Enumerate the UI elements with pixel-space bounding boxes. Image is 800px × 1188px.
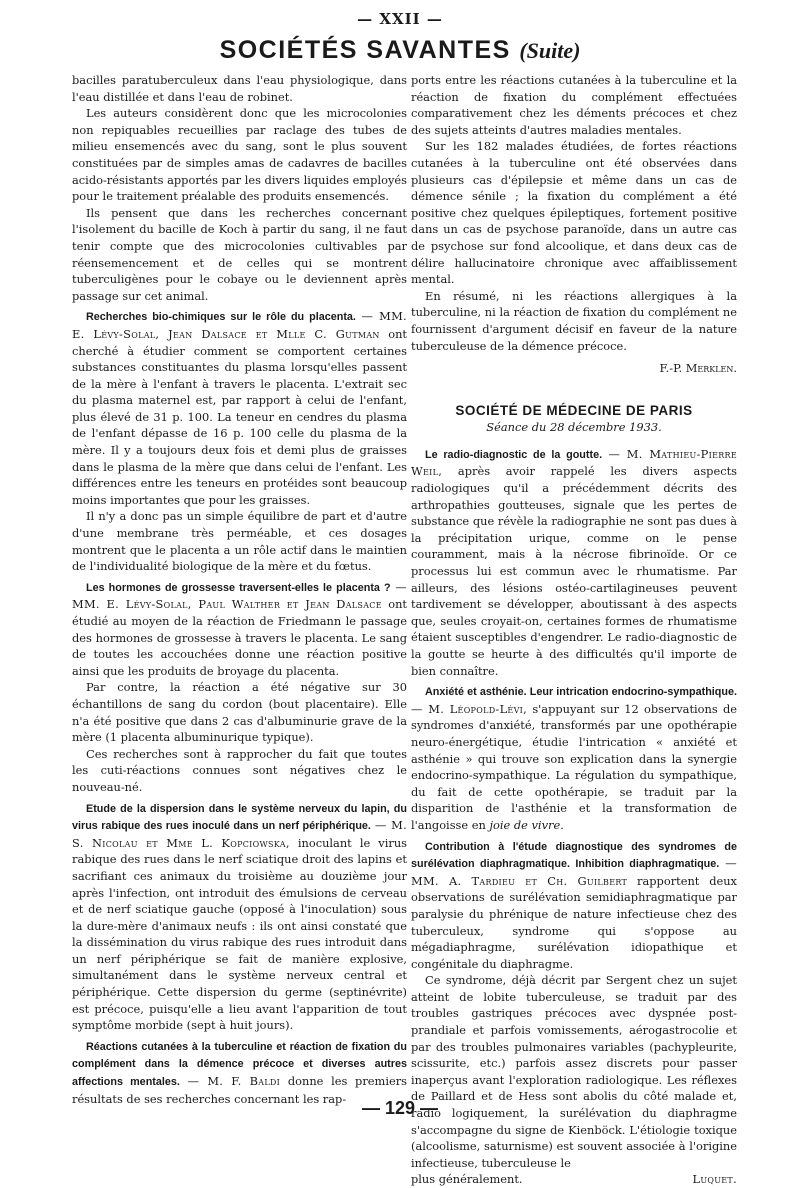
closing-line	[411, 1171, 737, 1188]
article-heading: Etude de la dispersion dans le système nerveux du lapin, du virus rabique des rues inoculé dans un nerf périphérique.	[72, 802, 407, 833]
left-column	[72, 72, 407, 1107]
paragraph: Ils pensent que dans les recherches concernant l'isolement du bacille de Koch à partir du sang, il ne faut tenir compte que des microcolonies cultivables par réensemencement et de celles qui se montrent tuberculigènes pour le cobaye ou le deviennent après passage sur cet animal.	[72, 205, 407, 303]
page-number-roman: — XXII —	[357, 10, 443, 28]
article-heading: Anxiété et asthénie. Leur intrication endocrino-sympathique.	[425, 686, 737, 699]
article-heading: Recherches bio-chimiques sur le rôle du placenta.	[86, 311, 356, 324]
title-main: SOCIÉTÉS SAVANTES	[219, 36, 511, 64]
article-heading: Contribution à l'étude diagnostique des syndromes de surélévation diaphragmatique. Inhibition diaphragmatique.	[411, 840, 737, 871]
article-placenta	[72, 308, 407, 508]
article-authors: — M. S. Nicolau et Mme L. Kopciowska,	[72, 818, 407, 850]
article-heading: Réactions cutanées à la tuberculine et réaction de fixation du complément dans la démence précoce et diverses autres affections mentales.	[72, 1040, 407, 1089]
article-heading: Le radio-diagnostic de la goutte.	[425, 448, 603, 461]
article-text: rapportent deux observations de surélévation semidiaphragmatique par paralysie du phrénique de nature infectieuse chez des tuberculeux, syndrome qui s'oppose au mégadiaphragme, surélévation idiopathique et congénitale du diaphragme.	[411, 873, 737, 971]
article-gout	[411, 446, 737, 679]
article-text: s'appuyant sur 12 observations de syndromes d'anxiété, transformés par une opothérapie neuro-énergétique, étudie l'intrication « anxiété et asthénie » qui trouve son explication dans la synergie endocrino-sympathique. La régulation du sympathique, du fait de cette opothérapie, se traduit par la disparition de l'asthénie et la transformation de l'angoisse en	[411, 701, 737, 832]
article-authors: — M. F. Baldi	[187, 1074, 281, 1089]
article-heading: Les hormones de grossesse traversent-elles le placenta ?	[86, 581, 391, 594]
article-text: inoculant le virus rabique des rues dans le nerf sciatique droit des lapins et sacrifiant ces animaux du troisième au douzième jour après l'infection, ont introduit des émulsions de cerveau et de nerf sciatique gauche (opposé à l'inoculation) sous la dure-mère d'animaux neufs : ils ont ainsi constaté que la dissémination du virus rabique des rues introduit dans un nerf périphérique se fait de manière explosive, simultanément dans le système nerveux central et périphérique. Cette dispersion du germe (septinévrite) est précoce, puisqu'elle a lieu avant l'apparition de tout symptôme morbide (sept à huit jours).	[72, 835, 408, 1033]
paragraph: Ces recherches sont à rapprocher du fait que toutes les cuti-réactions connues sont négatives chez le nouveau-né.	[72, 746, 407, 794]
article-authors: — MM. E. Lévy-Solal, Jean Dalsace et Mlle C. Gutman	[72, 309, 407, 341]
right-column	[411, 72, 737, 1188]
article-text: donne les premiers résultats de ses recherches concernant les rap-	[72, 1074, 407, 1106]
article-authors: — MM. A. Tardieu et Ch. Guilbert	[411, 856, 737, 888]
article-text: ont étudié au moyen de la réaction de Friedmann le passage des hormones de grossesse à travers le placenta. Le sang de toutes les accouchées donne une réaction positive ainsi que les produits de broyage du placenta.	[72, 597, 407, 678]
paragraph: Il n'y a donc pas un simple équilibre de part et d'autre d'une membrane très perméable, et ces dosages montrent que le placenta a un rôle actif dans le maintien de l'individualité biologique de la mère et du fœtus.	[72, 509, 407, 574]
article-hormones	[72, 579, 407, 680]
paragraph: Ce syndrome, déjà décrit par Sergent chez un sujet atteint de lobite tuberculeuse, se traduit par des troubles gastriques précoces avec dyspnée post-prandiale et parfois vomissements, aérogastrocolie et par des troubles pulmonaires variables (pachypleurite, scissurite, etc.) parfois assez discrets pour passer inaperçus avant l'exploration radiologique. Les réflexes de Paillard et de Hess sont abolis du côté malade et, radio logiquement, la surélévation du diaphragme s'accompagne du signe de Kienböck. L'étiologie toxique (alcoolisme, saturnisme) est souvent associée à l'origine infectieuse, tuberculeuse le	[411, 973, 737, 1170]
italic-phrase: joie de vivre.	[489, 817, 564, 832]
paragraph: Sur les 182 malades étudiées, de fortes réactions cutanées à la tuberculine ont été observées dans plusieurs cas d'épilepsie et même dans un cas de démence sénile ; la fixation du complément a été positive chez quelques épileptiques, fortement positive dans un cas de psychose paranoïde, dans un autre cas de psychose sur fond alcoolique, et dans deux cas de délire hallucinatoire chronique avec affaiblissement mental.	[411, 139, 737, 287]
article-rabies	[72, 800, 407, 1034]
article-authors: — MM. E. Lévy-Solal, Paul Walther et Jean Dalsace	[72, 579, 407, 612]
article-authors: — M. Mathieu-Pierre Weil,	[411, 446, 738, 479]
session-date: Séance du 28 décembre 1933.	[486, 420, 662, 435]
article-authors: — M. Léopold-Lévi,	[411, 701, 528, 716]
page-number: — 129 —	[361, 1098, 439, 1118]
article-diaphragm	[411, 838, 737, 973]
article-tuberculin	[72, 1038, 407, 1107]
signature: F.-P. Merklen.	[659, 361, 737, 376]
section-title: SOCIÉTÉ DE MÉDECINE DE PARIS	[455, 402, 693, 418]
article-anxiety	[411, 683, 737, 833]
paragraph: bacilles paratuberculeux dans l'eau physiologique, dans l'eau distillée et dans l'eau de robinet.	[72, 73, 407, 104]
article-text: ont cherché à étudier comment se comportent certaines substances constituantes du plasma lorsqu'elles passent de la mère à l'enfant à travers le placenta. L'extrait sec du plasma maternel est, par rapport à celui de l'enfant, plus élevé de 31 p. 100. La teneur en cendres du plasma de l'enfant dépasse de 16 p. 100 celle du plasma de la mère. Il y a toujours deux fois et demi plus de graisses dans le plasma de la mère que dans celui de l'enfant. Les différences entre les teneurs en protéides sont beaucoup moins importantes que pour les graisses.	[72, 326, 407, 507]
paragraph: Les auteurs considèrent donc que les microcolonies non repiquables recueillies par raclage des tubes de milieu ensemencés avec du sang, sont le plus souvent constituées par de simples amas de cadavres de bacilles acido-résistants apportés par les divers liquides employés pour le traitement préalable des produits ensemencés.	[72, 106, 407, 204]
signature: Luquet.	[692, 1172, 737, 1187]
paragraph: ports entre les réactions cutanées à la tuberculine et la réaction de fixation du complément effectuées comparativement chez les déments précoces et chez des sujets atteints d'autres maladies mentales.	[411, 73, 737, 137]
closing-text: plus généralement.	[411, 1172, 523, 1187]
title-suffix: (Suite)	[519, 38, 581, 63]
paragraph: En résumé, ni les réactions allergiques à la tuberculine, ni la réaction de fixation du complément ne fournissent d'argument décisif en faveur de la nature tuberculeuse de la démence précoce.	[411, 288, 737, 353]
page-title	[0, 36, 800, 65]
paragraph: Par contre, la réaction a été négative sur 30 échantillons de sang du cordon (bout placentaire). Elle n'a été positive que dans 2 cas d'albuminurie grave de la mère (1 placenta albuminurique typique).	[72, 680, 407, 745]
article-text: après avoir rappelé les divers aspects radiologiques qu'il a précédemment décrits des arthropathies goutteuses, signale que les pertes de substance que révèle la radiographie ne sont pas dues à la précipitation urique, comme on le pense couramment, mais à la nécrose fibrinoïde. Or ce processus lui est commun avec le rhumatisme. Par ailleurs, des lésions ostéo-cartilagineuses peuvent tardivement se développer, aboutissant à des aspects que, seules croyait-on, certaines formes de rhumatisme étaient susceptibles d'engendrer. Le radio-diagnostic de la goutte se heurte à des difficultés qu'il importe de bien connaître.	[411, 464, 738, 678]
